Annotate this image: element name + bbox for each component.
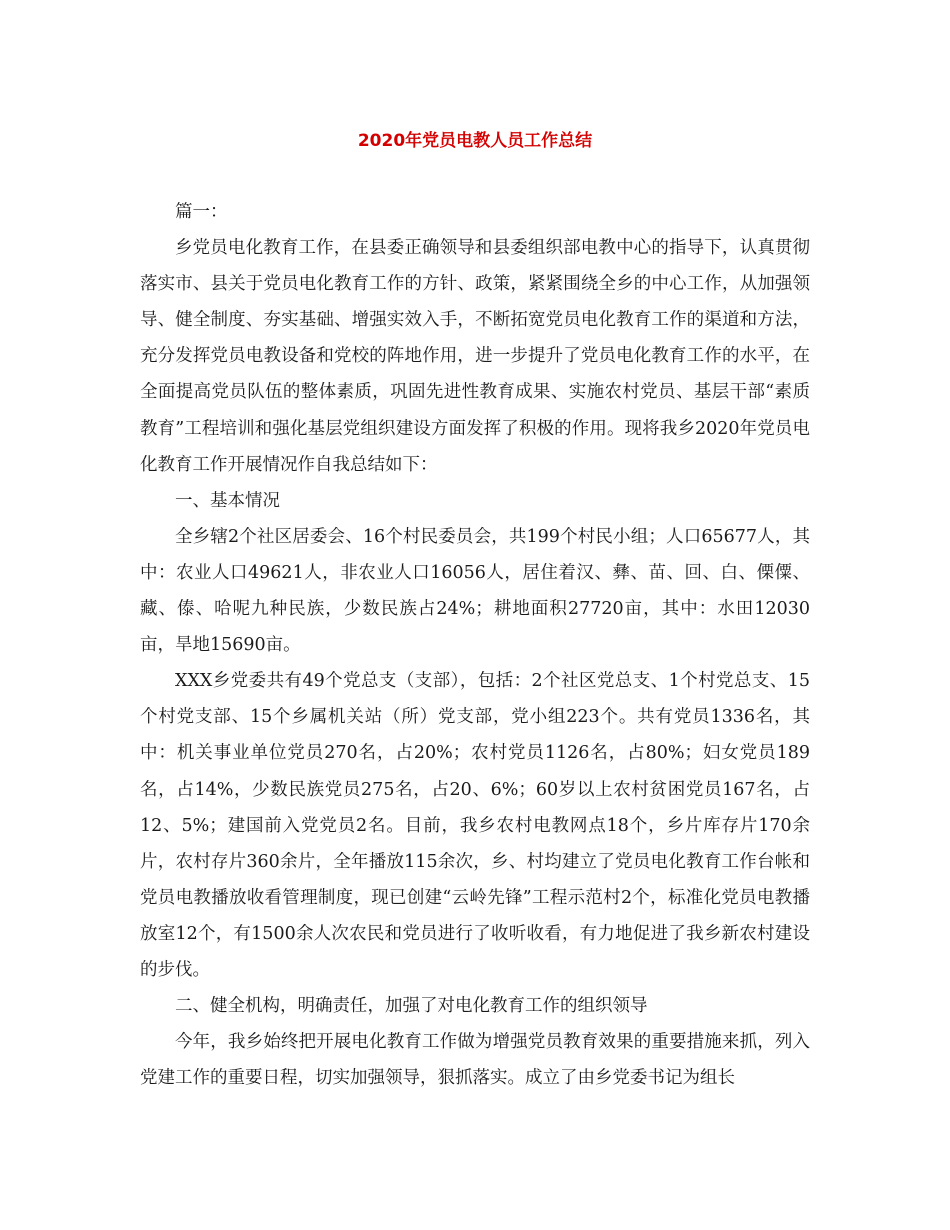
document-title: 2020年党员电教人员工作总结 — [357, 131, 593, 151]
section-heading: 一、基本情况 — [175, 490, 280, 511]
section-heading: 二、健全机构，明确责任，加强了对电化教育工作的组织领导 — [175, 996, 648, 1017]
body-paragraph: 今年，我乡始终把开展电化教育工作做为增强党员教育效果的重要措施来抓，列入党建工作的重要日程，切实加强领导，狠抓落实。成立了由乡党委书记为组长 — [140, 1032, 810, 1089]
body-paragraph: 乡党员电化教育工作，在县委正确领导和县委组织部电教中心的指导下，认真贯彻落实市、县关于党员电化教育工作的方针、政策，紧紧围绕全乡的中心工作，从加强领导、健全制度、夯实基础、增强实效入手，不断拓宽党员电化教育工作的渠道和方法，充分发挥党员电教设备和党校的阵地作用，进一步提升了党员电化教育工作的水平，在全面提高党员队伍的整体素质，巩固先进性教育成果、实施农村党员、基层干部“素质教育”工程培训和强化基层党组织建设方面发挥了积极的作用。现将我乡2020年党员电化教育工作开展情况作自我总结如下： — [140, 238, 810, 475]
section-heading: 篇一： — [175, 202, 228, 222]
body-paragraph: XXX乡党委共有49个党总支（支部），包括：2个社区党总支、1个村党总支、15个村党支部、15个乡属机关站（所）党支部，党小组223个。共有党员1336名，其中：机关事业单位党员270名，占20%；农村党员1126名，占80%；妇女党员189名，占14%，少数民族党员275名，占20、6%；60岁以上农村贫困党员167名，占12、5%；建国前入党党员2名。目前，我乡农村电教网点18个，乡片库存片170余片，农村存片360余片，全年播放115余次，乡、村均建立了党员电化教育工作台帐和党员电教播放收看管理制度，现已创建“云岭先锋”工程示范村2个，标准化党员电教播放室12个，有1500余人次农民和党员进行了收听收看，有力地促进了我乡新农村建设的步伐。 — [140, 671, 810, 980]
body-paragraph: 全乡辖2个社区居委会、16个村民委员会，共199个村民小组；人口65677人，其中：农业人口49621人，非农业人口16056人，居住着汉、彝、苗、回、白、傈僳、藏、傣、哈呢九种民族，少数民族占24%；耕地面积27720亩，其中：水田12030亩，旱地15690亩。 — [140, 526, 810, 656]
document-body — [140, 194, 810, 1096]
